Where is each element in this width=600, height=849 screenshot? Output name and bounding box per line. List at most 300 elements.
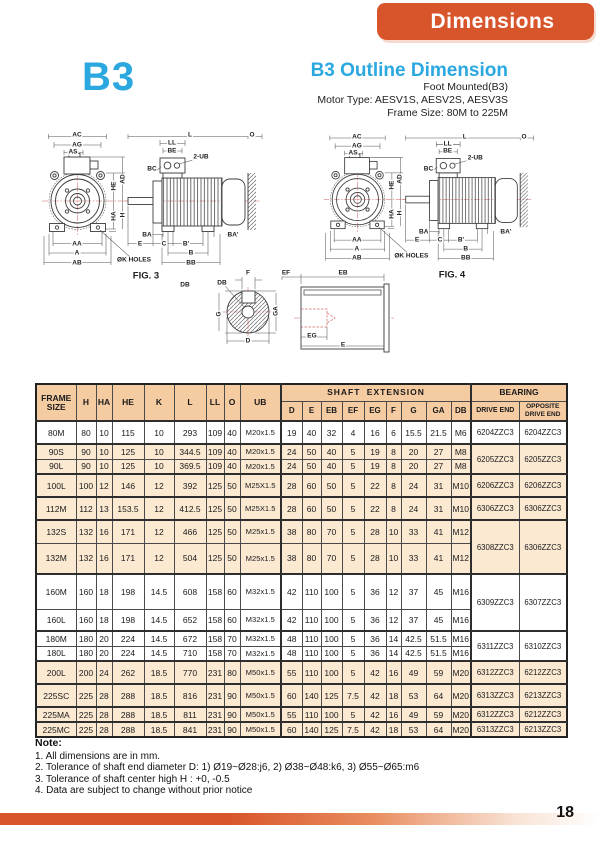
- dimension-label: AA: [72, 240, 82, 247]
- value-cell: 132: [76, 543, 96, 574]
- column-header-ef: EF: [342, 401, 364, 421]
- frame-size-cell: 132M: [36, 543, 76, 574]
- value-cell: 5: [342, 609, 364, 631]
- value-cell: M32x1.5: [240, 574, 281, 609]
- dimension-table: [35, 383, 568, 738]
- value-cell: 100: [321, 574, 342, 609]
- dimension-label: F: [246, 269, 250, 277]
- value-cell: 652: [174, 609, 206, 631]
- value-cell: 841: [174, 722, 206, 737]
- column-header-drive-end: DRIVE END: [471, 401, 519, 421]
- value-cell: 36: [364, 609, 386, 631]
- value-cell: 90: [224, 707, 240, 722]
- value-cell: 13: [96, 497, 112, 520]
- value-cell: 125: [206, 520, 224, 543]
- note-item: 2. Tolerance of shaft end diameter D: 1) Ø19~Ø28:j6, 2) Ø38~Ø48:k6, 3) Ø55~Ø65:m6: [35, 762, 420, 773]
- value-cell: 53: [401, 722, 426, 737]
- dimension-label: C: [437, 236, 443, 244]
- dimension-label: AD: [119, 174, 126, 184]
- value-cell: 6: [386, 421, 401, 444]
- value-cell: 24: [281, 459, 302, 474]
- value-cell: M20x1.5: [240, 421, 281, 444]
- value-cell: 18.5: [144, 722, 174, 737]
- frame-size-cell: 132S: [36, 520, 76, 543]
- value-cell: 231: [206, 722, 224, 737]
- value-cell: 45: [426, 574, 451, 609]
- dimension-label: G: [215, 311, 223, 317]
- value-cell: 42: [364, 707, 386, 722]
- table-row-225ma: [36, 707, 567, 722]
- dimension-label: AA: [352, 236, 362, 244]
- value-cell: 60: [281, 684, 302, 707]
- value-cell: 125: [206, 497, 224, 520]
- value-cell: 40: [321, 444, 342, 459]
- mounting-code: B3: [82, 55, 136, 99]
- value-cell: 60: [281, 722, 302, 737]
- dimension-label: 2-UB: [467, 154, 483, 162]
- table-row-112m: [36, 497, 567, 520]
- value-cell: 42: [281, 609, 302, 631]
- value-cell: 27: [426, 459, 451, 474]
- frame-size-cell: 160L: [36, 609, 76, 631]
- value-cell: 344.5: [174, 444, 206, 459]
- value-cell: 64: [426, 684, 451, 707]
- value-cell: 10: [96, 444, 112, 459]
- value-cell: 70: [224, 646, 240, 661]
- value-cell: 14.5: [144, 646, 174, 661]
- frame-size-cell: 112M: [36, 497, 76, 520]
- bearing-opposite-cell: 6206ZZC3: [519, 474, 567, 497]
- dimension-label: L: [462, 133, 467, 141]
- value-cell: 18.5: [144, 707, 174, 722]
- value-cell: 125: [321, 722, 342, 737]
- value-cell: M25x1.5: [240, 543, 281, 574]
- dimension-label: A: [354, 245, 360, 253]
- value-cell: M50x1.5: [240, 707, 281, 722]
- value-cell: 33: [401, 543, 426, 574]
- value-cell: 90: [76, 459, 96, 474]
- column-header-he: HE: [112, 384, 144, 421]
- value-cell: 80: [302, 543, 321, 574]
- value-cell: 28: [281, 474, 302, 497]
- value-cell: 125: [321, 684, 342, 707]
- value-cell: 125: [112, 444, 144, 459]
- column-header-eg: EG: [364, 401, 386, 421]
- value-cell: M20: [451, 707, 471, 722]
- group-header-bearing: BEARING: [471, 384, 567, 401]
- bearing-drive-end-cell: 6312ZZC3: [471, 661, 519, 684]
- value-cell: 109: [206, 421, 224, 444]
- value-cell: 10: [144, 421, 174, 444]
- value-cell: 37: [401, 574, 426, 609]
- value-cell: 51.5: [426, 631, 451, 646]
- value-cell: 125: [206, 543, 224, 574]
- dimension-label: HA: [388, 209, 396, 219]
- value-cell: M16: [451, 646, 471, 661]
- value-cell: 262: [112, 661, 144, 684]
- value-cell: M8: [451, 444, 471, 459]
- dimension-label: D: [245, 337, 251, 345]
- frame-size-cell: 225MA: [36, 707, 76, 722]
- value-cell: 70: [321, 520, 342, 543]
- value-cell: 50: [321, 497, 342, 520]
- value-cell: 21.5: [426, 421, 451, 444]
- value-cell: 20: [96, 631, 112, 646]
- value-cell: M8: [451, 459, 471, 474]
- value-cell: 153.5: [112, 497, 144, 520]
- value-cell: 158: [206, 609, 224, 631]
- value-cell: M50x1.5: [240, 684, 281, 707]
- value-cell: 42: [364, 661, 386, 684]
- value-cell: 38: [281, 520, 302, 543]
- column-header-eb: EB: [321, 401, 342, 421]
- value-cell: 160: [76, 574, 96, 609]
- column-header-o: O: [224, 384, 240, 421]
- dimension-label: HE: [388, 180, 396, 190]
- value-cell: 293: [174, 421, 206, 444]
- shaft-detail-drawing: [130, 253, 470, 370]
- value-cell: 231: [206, 684, 224, 707]
- value-cell: 51.5: [426, 646, 451, 661]
- dimension-label: 2-UB: [193, 153, 209, 161]
- value-cell: M50x1.5: [240, 661, 281, 684]
- bearing-drive-end-cell: 6312ZZC3: [471, 707, 519, 722]
- value-cell: M10: [451, 497, 471, 520]
- value-cell: 40: [224, 444, 240, 459]
- value-cell: 160: [76, 609, 96, 631]
- column-header-k: K: [144, 384, 174, 421]
- table-row-225mc: [36, 722, 567, 737]
- value-cell: 22: [364, 474, 386, 497]
- frame-size-cell: 90S: [36, 444, 76, 459]
- value-cell: 171: [112, 543, 144, 574]
- dimension-label: AG: [72, 141, 82, 148]
- footer-bar: [0, 813, 600, 825]
- dimension-label: B: [188, 249, 194, 257]
- notes-block: [35, 738, 419, 797]
- value-cell: 70: [321, 543, 342, 574]
- figure-caption: FIG. 3: [132, 270, 160, 282]
- value-cell: 28: [281, 497, 302, 520]
- value-cell: 200: [76, 661, 96, 684]
- value-cell: 392: [174, 474, 206, 497]
- value-cell: 80: [76, 421, 96, 444]
- value-cell: 140: [302, 684, 321, 707]
- value-cell: 16: [96, 520, 112, 543]
- value-cell: 158: [206, 631, 224, 646]
- subtitle-frame-size: Frame Size: 80M to 225M: [387, 107, 508, 119]
- frame-size-cell: 90L: [36, 459, 76, 474]
- bearing-drive-end-cell: 6306ZZC3: [471, 497, 519, 520]
- value-cell: 5: [342, 707, 364, 722]
- value-cell: 231: [206, 661, 224, 684]
- dimension-label: EG: [307, 332, 317, 340]
- value-cell: 14.5: [144, 631, 174, 646]
- value-cell: 672: [174, 631, 206, 646]
- value-cell: M32x1.5: [240, 631, 281, 646]
- value-cell: 60: [302, 497, 321, 520]
- value-cell: 466: [174, 520, 206, 543]
- dimension-label: L: [188, 131, 192, 139]
- value-cell: 90: [224, 684, 240, 707]
- value-cell: M25X1.5: [240, 497, 281, 520]
- value-cell: 36: [364, 574, 386, 609]
- table-row-90s: [36, 444, 567, 459]
- dimension-label: AS: [348, 149, 358, 157]
- value-cell: M25x1.5: [240, 520, 281, 543]
- value-cell: 38: [281, 543, 302, 574]
- value-cell: 31: [426, 474, 451, 497]
- dimension-label: B: [463, 245, 469, 253]
- value-cell: 50: [224, 543, 240, 574]
- table-row-180m: [36, 631, 567, 646]
- value-cell: 90: [76, 444, 96, 459]
- value-cell: 132: [76, 520, 96, 543]
- dimension-label: BB: [186, 259, 196, 266]
- value-cell: 7.5: [342, 722, 364, 737]
- frame-size-cell: 180L: [36, 646, 76, 661]
- value-cell: 24: [281, 444, 302, 459]
- value-cell: 100: [76, 474, 96, 497]
- dimension-label: H: [396, 210, 404, 216]
- bearing-drive-end-cell: 6204ZZC3: [471, 421, 519, 444]
- value-cell: 158: [206, 574, 224, 609]
- value-cell: 12: [144, 520, 174, 543]
- value-cell: 18: [386, 684, 401, 707]
- value-cell: 8: [386, 474, 401, 497]
- value-cell: 60: [224, 574, 240, 609]
- dimension-label: AC: [352, 133, 362, 141]
- dimension-label: AG: [352, 142, 362, 150]
- value-cell: M32x1.5: [240, 609, 281, 631]
- value-cell: 5: [342, 646, 364, 661]
- dimension-label: DB: [180, 281, 190, 289]
- dimension-label: E: [340, 341, 346, 349]
- value-cell: 45: [426, 609, 451, 631]
- value-cell: 198: [112, 574, 144, 609]
- frame-size-cell: 80M: [36, 421, 76, 444]
- table-row-132s: [36, 520, 567, 543]
- value-cell: 19: [364, 459, 386, 474]
- section-banner-label: Dimensions: [430, 9, 555, 33]
- value-cell: 16: [386, 661, 401, 684]
- value-cell: 5: [342, 474, 364, 497]
- bearing-opposite-cell: 6213ZZC3: [519, 722, 567, 737]
- figure-caption: FIG. 4: [438, 269, 466, 281]
- value-cell: 59: [426, 707, 451, 722]
- bearing-opposite-cell: 6307ZZC3: [519, 574, 567, 631]
- column-header-ha: HA: [96, 384, 112, 421]
- value-cell: 55: [281, 707, 302, 722]
- column-header-opposite-drive-end: OPPOSITE DRIVE END: [519, 401, 567, 421]
- value-cell: 49: [401, 707, 426, 722]
- value-cell: 5: [342, 520, 364, 543]
- value-cell: 59: [426, 661, 451, 684]
- dimension-label: E: [414, 236, 420, 244]
- value-cell: 36: [364, 646, 386, 661]
- bearing-drive-end-cell: 6313ZZC3: [471, 684, 519, 707]
- value-cell: 198: [112, 609, 144, 631]
- value-cell: 110: [302, 609, 321, 631]
- dimension-label: BE: [443, 147, 453, 155]
- value-cell: 8: [386, 497, 401, 520]
- subtitle-motor-type: Motor Type: AESV1S, AESV2S, AESV3S: [317, 94, 508, 106]
- value-cell: 14.5: [144, 574, 174, 609]
- value-cell: 22: [364, 497, 386, 520]
- value-cell: 224: [112, 646, 144, 661]
- bearing-drive-end-cell: 6308ZZC3: [471, 520, 519, 574]
- value-cell: 42: [281, 574, 302, 609]
- value-cell: 8: [386, 459, 401, 474]
- value-cell: 140: [302, 722, 321, 737]
- page-number: 18: [556, 804, 574, 821]
- value-cell: 12: [144, 474, 174, 497]
- value-cell: 225: [76, 707, 96, 722]
- column-header-l: L: [174, 384, 206, 421]
- section-banner: [377, 3, 594, 40]
- dimension-label: AB: [352, 254, 362, 262]
- value-cell: 14: [386, 646, 401, 661]
- value-cell: 42.5: [401, 631, 426, 646]
- value-cell: 110: [302, 646, 321, 661]
- dimension-label: BB: [461, 254, 471, 262]
- value-cell: 48: [281, 631, 302, 646]
- value-cell: 80: [224, 661, 240, 684]
- value-cell: 32: [321, 421, 342, 444]
- dimension-label: EF: [281, 269, 291, 277]
- value-cell: 42: [364, 722, 386, 737]
- value-cell: 412.5: [174, 497, 206, 520]
- value-cell: 16: [96, 543, 112, 574]
- value-cell: 10: [96, 459, 112, 474]
- subtitle-mounting: Foot Mounted(B3): [423, 81, 508, 93]
- value-cell: 80: [302, 520, 321, 543]
- value-cell: 5: [342, 459, 364, 474]
- value-cell: 100: [321, 631, 342, 646]
- dimension-label: AC: [72, 131, 82, 139]
- value-cell: 50: [224, 497, 240, 520]
- value-cell: 70: [224, 631, 240, 646]
- frame-size-cell: 225MC: [36, 722, 76, 737]
- value-cell: 100: [321, 707, 342, 722]
- bearing-drive-end-cell: 6311ZZC3: [471, 631, 519, 661]
- value-cell: 10: [144, 444, 174, 459]
- dimension-spec-table: [35, 383, 568, 738]
- value-cell: 180: [76, 631, 96, 646]
- value-cell: 31: [426, 497, 451, 520]
- value-cell: M50x1.5: [240, 722, 281, 737]
- value-cell: M25X1.5: [240, 474, 281, 497]
- value-cell: 100: [321, 646, 342, 661]
- dimension-label: LL: [168, 139, 176, 147]
- dimension-label: A: [74, 249, 80, 257]
- value-cell: 18: [96, 574, 112, 609]
- value-cell: 55: [281, 661, 302, 684]
- value-cell: 816: [174, 684, 206, 707]
- value-cell: 146: [112, 474, 144, 497]
- dimension-label: BA': [500, 228, 512, 236]
- value-cell: 811: [174, 707, 206, 722]
- bearing-opposite-cell: 6212ZZC3: [519, 707, 567, 722]
- value-cell: 288: [112, 722, 144, 737]
- value-cell: M20x1.5: [240, 459, 281, 474]
- value-cell: 18.5: [144, 684, 174, 707]
- notes-title: Note:: [35, 737, 62, 749]
- value-cell: 5: [342, 631, 364, 646]
- dimension-label: LL: [443, 140, 452, 148]
- dimension-label: BE: [167, 147, 177, 154]
- value-cell: 710: [174, 646, 206, 661]
- value-cell: 10: [96, 421, 112, 444]
- value-cell: 28: [96, 684, 112, 707]
- value-cell: 110: [302, 574, 321, 609]
- value-cell: 12: [386, 574, 401, 609]
- value-cell: 4: [342, 421, 364, 444]
- value-cell: 125: [206, 474, 224, 497]
- dimension-label: BA: [142, 231, 152, 238]
- value-cell: 504: [174, 543, 206, 574]
- value-cell: 16: [364, 421, 386, 444]
- value-cell: 40: [302, 421, 321, 444]
- value-cell: 40: [224, 421, 240, 444]
- value-cell: 5: [342, 444, 364, 459]
- value-cell: 8: [386, 444, 401, 459]
- value-cell: 12: [144, 543, 174, 574]
- dimension-label: AS: [68, 148, 78, 156]
- value-cell: 24: [401, 474, 426, 497]
- value-cell: 288: [112, 684, 144, 707]
- dimension-label: BA': [227, 231, 239, 238]
- value-cell: M16: [451, 574, 471, 609]
- value-cell: 48: [281, 646, 302, 661]
- value-cell: 50: [302, 444, 321, 459]
- value-cell: 18.5: [144, 661, 174, 684]
- value-cell: M12: [451, 543, 471, 574]
- value-cell: 5: [342, 574, 364, 609]
- value-cell: 24: [401, 497, 426, 520]
- value-cell: 180: [76, 646, 96, 661]
- value-cell: 770: [174, 661, 206, 684]
- value-cell: 28: [364, 543, 386, 574]
- value-cell: 109: [206, 459, 224, 474]
- column-header-db: DB: [451, 401, 471, 421]
- value-cell: 5: [342, 661, 364, 684]
- column-header-f: F: [386, 401, 401, 421]
- frame-size-cell: 160M: [36, 574, 76, 609]
- table-row-80m: [36, 421, 567, 444]
- table-row-200l: [36, 661, 567, 684]
- value-cell: 90: [224, 722, 240, 737]
- value-cell: 12: [96, 474, 112, 497]
- value-cell: 100: [321, 609, 342, 631]
- value-cell: 53: [401, 684, 426, 707]
- value-cell: 28: [364, 520, 386, 543]
- value-cell: 7.5: [342, 684, 364, 707]
- value-cell: 231: [206, 707, 224, 722]
- frame-size-cell: 180M: [36, 631, 76, 646]
- note-item: 3. Tolerance of shaft center high H : +0, -0.5: [35, 773, 230, 785]
- bearing-opposite-cell: 6306ZZC3: [519, 520, 567, 574]
- value-cell: 41: [426, 520, 451, 543]
- value-cell: 16: [386, 707, 401, 722]
- bearing-opposite-cell: 6213ZZC3: [519, 684, 567, 707]
- value-cell: 36: [364, 631, 386, 646]
- dimension-label: O: [249, 131, 255, 139]
- bearing-drive-end-cell: 6313ZZC3: [471, 722, 519, 737]
- value-cell: M20: [451, 684, 471, 707]
- bearing-opposite-cell: 6306ZZC3: [519, 497, 567, 520]
- value-cell: M32x1.5: [240, 646, 281, 661]
